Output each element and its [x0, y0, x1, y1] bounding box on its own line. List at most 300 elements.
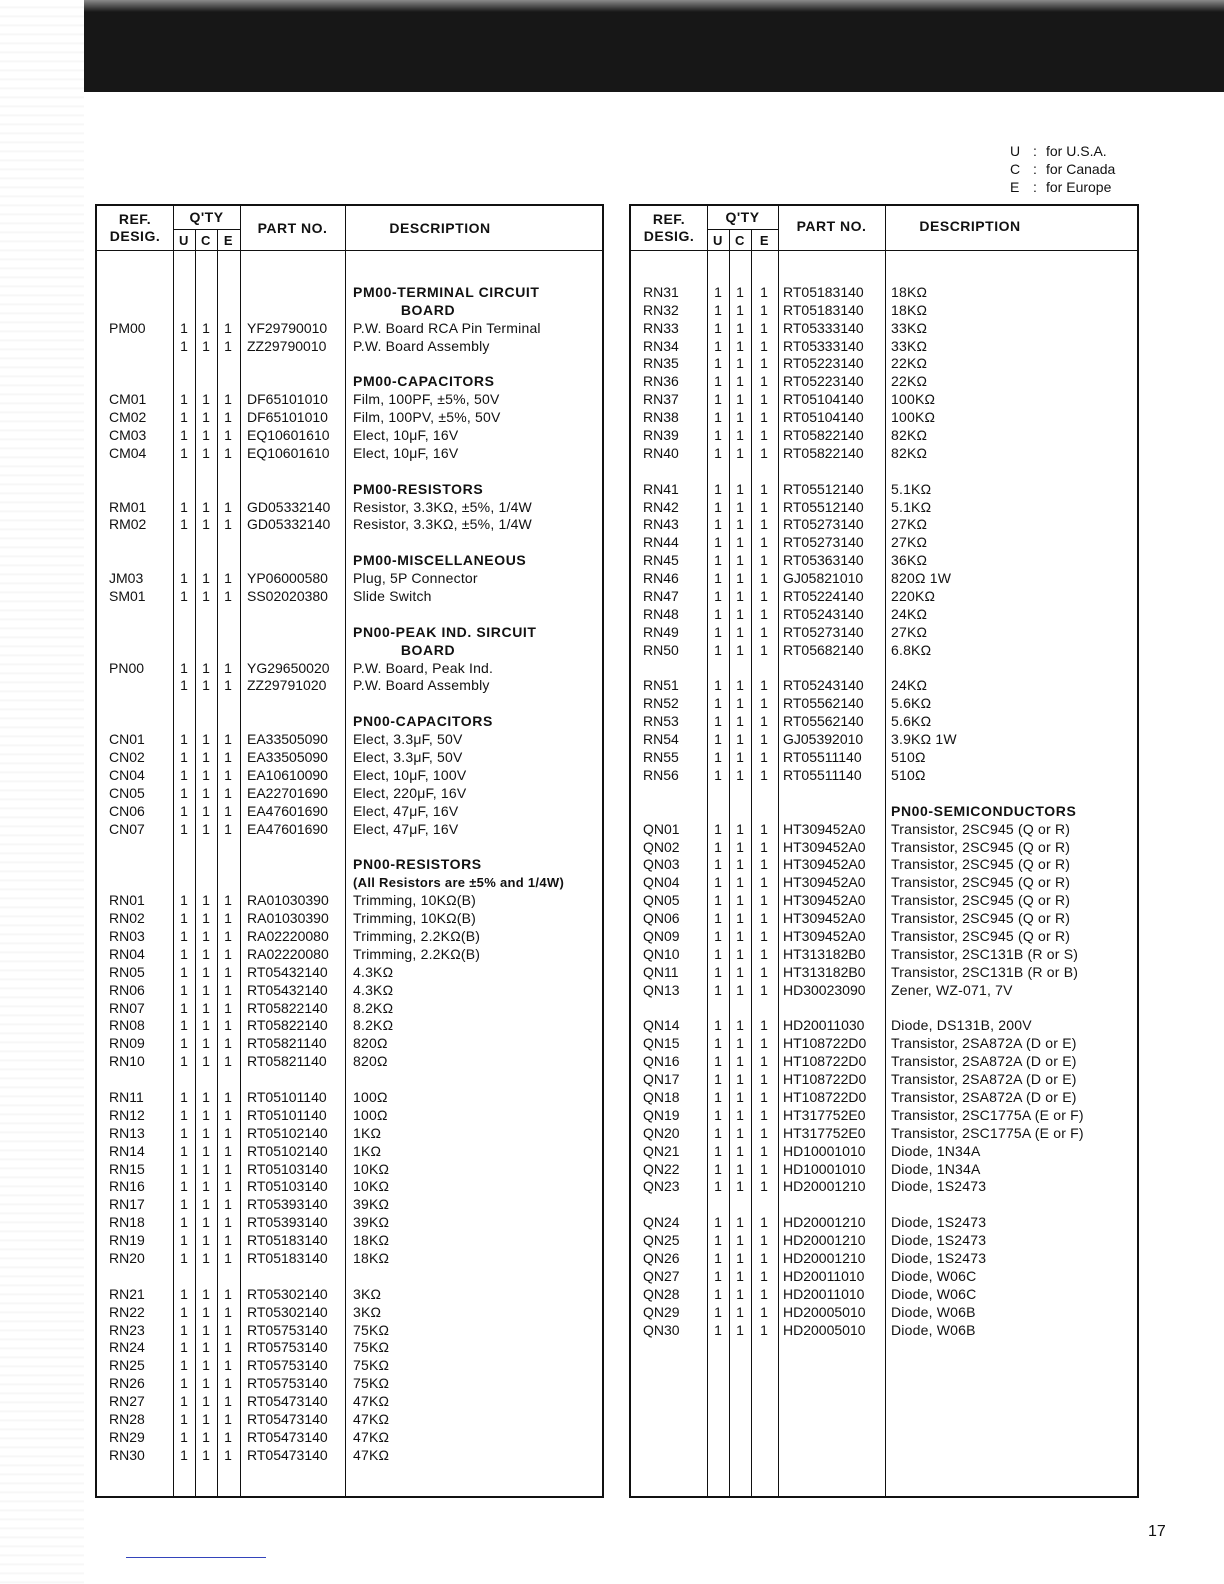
qty-e: 1	[760, 498, 768, 515]
table-row	[97, 1017, 602, 1035]
qty-u: 1	[714, 927, 722, 944]
table-row	[631, 910, 1137, 928]
qty-e: 1	[224, 1249, 232, 1266]
table-row	[631, 1232, 1137, 1250]
qty-u: 1	[714, 1178, 722, 1195]
qty-u: 1	[180, 766, 188, 783]
part-no: RT05273140	[783, 623, 864, 640]
description: 82KΩ	[891, 427, 928, 444]
qty-u: 1	[180, 1035, 188, 1052]
qty-e: 1	[760, 1178, 768, 1195]
qty-u: 1	[180, 391, 188, 408]
ref-desig: QN27	[643, 1267, 680, 1284]
ref-desig: PN00	[109, 659, 145, 676]
description: 3KΩ	[353, 1285, 382, 1302]
qty-c: 1	[202, 910, 210, 927]
table-row	[97, 1286, 602, 1304]
description: Transistor, 2SC945 (Q or R)	[891, 910, 1071, 927]
description: 18KΩ	[891, 301, 928, 318]
qty-u: 1	[180, 1411, 188, 1427]
description: P.W. Board Assembly	[353, 677, 490, 694]
part-no: RT05432140	[247, 981, 328, 998]
part-no: HT317752E0	[783, 1124, 866, 1141]
qty-c: 1	[736, 856, 744, 873]
qty-c: 1	[736, 391, 744, 408]
part-no: RT05363140	[783, 552, 864, 569]
description: 5.6KΩ	[891, 713, 932, 730]
section-heading-row	[97, 481, 602, 499]
legend-text: for U.S.A.	[1046, 143, 1107, 159]
qty-c: 1	[202, 820, 210, 837]
qty-c: 1	[202, 1035, 210, 1052]
table-row	[97, 749, 602, 767]
ref-desig: RN02	[109, 910, 145, 927]
qty-c: 1	[202, 1142, 210, 1159]
qty-c: 1	[202, 1411, 210, 1427]
section-heading: PN00-RESISTORS	[353, 856, 482, 873]
description: 47KΩ	[353, 1393, 390, 1410]
table-row	[97, 445, 602, 463]
part-no: RT05302140	[247, 1303, 328, 1320]
qty-u: 1	[180, 963, 188, 980]
table-row	[631, 1304, 1137, 1322]
ref-desig: QN14	[643, 1017, 680, 1034]
table-row	[97, 785, 602, 803]
table-row	[97, 803, 602, 821]
qty-e: 1	[760, 588, 768, 605]
qty-u: 1	[180, 1017, 188, 1034]
qty-c: 1	[736, 1232, 744, 1249]
qty-u: 1	[180, 516, 188, 533]
part-no: RT05243140	[783, 677, 864, 694]
section-heading: PN00-PEAK IND. SIRCUIT	[353, 623, 537, 640]
qty-e: 1	[760, 1249, 768, 1266]
part-no: RT05183140	[247, 1232, 328, 1249]
ref-desig: QN23	[643, 1178, 680, 1195]
ref-desig: QN25	[643, 1232, 680, 1249]
qty-u: 1	[714, 820, 722, 837]
description: Slide Switch	[353, 588, 432, 605]
section-heading-row	[97, 624, 602, 642]
table-row	[97, 677, 602, 695]
ref-desig: QN16	[643, 1053, 680, 1070]
blank-row	[97, 534, 602, 552]
qty-e: 1	[224, 820, 232, 837]
qty-c: 1	[736, 480, 744, 497]
qty-c: 1	[202, 498, 210, 515]
qty-u: 1	[180, 427, 188, 444]
ref-desig: RN42	[643, 498, 679, 515]
ref-desig: QN20	[643, 1124, 680, 1141]
description: 33KΩ	[891, 337, 928, 354]
qty-u: 1	[714, 963, 722, 980]
section-heading: PN00-CAPACITORS	[353, 713, 493, 730]
qty-c: 1	[736, 963, 744, 980]
qty-e: 1	[224, 588, 232, 605]
header-e: E	[759, 233, 770, 248]
description: P.W. Board RCA Pin Terminal	[353, 319, 541, 336]
ref-desig: RN36	[643, 373, 679, 390]
qty-u: 1	[714, 516, 722, 533]
part-no: RT05183140	[783, 283, 864, 300]
qty-c: 1	[736, 319, 744, 336]
qty-e: 1	[760, 910, 768, 927]
description: 10KΩ	[353, 1178, 390, 1195]
part-no: EA10610090	[247, 766, 328, 783]
qty-u: 1	[180, 731, 188, 748]
qty-u: 1	[180, 677, 188, 694]
ref-desig: RN38	[643, 409, 679, 426]
part-no: RA01030390	[247, 892, 329, 909]
qty-e: 1	[760, 1035, 768, 1052]
table-row	[97, 928, 602, 946]
description: Diode, 1S2473	[891, 1178, 987, 1195]
table-row	[97, 910, 602, 928]
qty-u: 1	[714, 945, 722, 962]
part-no: HD20011010	[783, 1267, 865, 1284]
part-no: RT05101140	[247, 1088, 327, 1105]
qty-c: 1	[736, 713, 744, 730]
blank-row	[631, 660, 1137, 678]
description: Transistor, 2SA872A (D or E)	[891, 1071, 1077, 1088]
table-row	[97, 1161, 602, 1179]
qty-u: 1	[714, 1035, 722, 1052]
qty-c: 1	[202, 1393, 210, 1410]
qty-e: 1	[224, 1339, 232, 1356]
qty-c: 1	[736, 1106, 744, 1123]
description: 27KΩ	[891, 534, 928, 551]
ref-desig: RN53	[643, 713, 679, 730]
part-no: RT05682140	[783, 641, 864, 658]
qty-e: 1	[224, 444, 232, 461]
description: Transistor, 2SC945 (Q or R)	[891, 856, 1071, 873]
part-no: HD20001210	[783, 1178, 866, 1195]
qty-c: 1	[736, 695, 744, 712]
qty-c: 1	[202, 784, 210, 801]
qty-u: 1	[180, 1178, 188, 1195]
qty-u: 1	[180, 910, 188, 927]
ref-desig: RN14	[109, 1142, 145, 1159]
table-row	[97, 1429, 602, 1447]
part-no: HD20005010	[783, 1303, 866, 1320]
table-row	[97, 964, 602, 982]
qty-e: 1	[224, 1160, 232, 1177]
qty-u: 1	[714, 588, 722, 605]
part-no: HT108722D0	[783, 1053, 867, 1070]
part-no: HT313182B0	[783, 963, 866, 980]
description: 6.8KΩ	[891, 641, 932, 658]
table-row	[631, 874, 1137, 892]
qty-u: 1	[714, 1321, 722, 1338]
table-row	[97, 1322, 602, 1340]
section-heading-row	[97, 874, 602, 892]
table-row	[631, 713, 1137, 731]
qty-e: 1	[760, 1071, 768, 1088]
header-qty: Q'TY	[725, 209, 760, 225]
qty-e: 1	[760, 1160, 768, 1177]
header-band	[84, 0, 1224, 92]
qty-e: 1	[224, 337, 232, 354]
description: 24KΩ	[891, 605, 928, 622]
qty-u: 1	[714, 731, 722, 748]
qty-c: 1	[202, 1178, 210, 1195]
qty-u: 1	[180, 1232, 188, 1249]
description: Transistor, 2SA872A (D or E)	[891, 1053, 1077, 1070]
parts-table-right	[629, 204, 1139, 1498]
blank-row	[631, 1196, 1137, 1214]
ref-desig: QN29	[643, 1303, 680, 1320]
qty-e: 1	[760, 1053, 768, 1070]
table-row	[97, 982, 602, 1000]
description: Trimming, 10KΩ(B)	[353, 910, 477, 927]
ref-desig: RN19	[109, 1232, 145, 1249]
qty-c: 1	[736, 409, 744, 426]
header-description: DESCRIPTION	[919, 218, 1021, 234]
qty-u: 1	[714, 1071, 722, 1088]
qty-u: 1	[714, 910, 722, 927]
part-no: RA02220080	[247, 927, 329, 944]
qty-e: 1	[224, 802, 232, 819]
qty-c: 1	[202, 1214, 210, 1231]
description: 5.1KΩ	[891, 498, 932, 515]
table-row	[631, 731, 1137, 749]
qty-c: 1	[736, 1267, 744, 1284]
part-no: RT05432140	[247, 963, 328, 980]
description: 18KΩ	[891, 283, 928, 300]
description: 510Ω	[891, 749, 926, 766]
part-no: HD30023090	[783, 981, 866, 998]
section-heading-row	[97, 284, 602, 302]
qty-e: 1	[760, 1088, 768, 1105]
qty-c: 1	[736, 1285, 744, 1302]
qty-e: 1	[760, 480, 768, 497]
qty-e: 1	[224, 784, 232, 801]
part-no: HT309452A0	[783, 927, 866, 944]
description: Plug, 5P Connector	[353, 570, 478, 587]
ref-desig: QN11	[643, 963, 679, 980]
scan-edge	[0, 0, 84, 1584]
description: P.W. Board, Peak Ind.	[353, 659, 494, 676]
part-no: HT313182B0	[783, 945, 866, 962]
table-row	[631, 284, 1137, 302]
part-no: RT05562140	[783, 695, 864, 712]
section-heading-row	[97, 856, 602, 874]
table-row	[631, 1268, 1137, 1286]
description: Elect, 10μF, 100V	[353, 766, 467, 783]
qty-c: 1	[736, 337, 744, 354]
qty-c: 1	[736, 444, 744, 461]
description: 3.9KΩ 1W	[891, 731, 957, 748]
ref-desig: CN01	[109, 731, 145, 748]
description: Film, 100PF, ±5%, 50V	[353, 391, 500, 408]
part-no: RT05822140	[247, 999, 328, 1016]
qty-u: 1	[180, 1428, 188, 1445]
qty-c: 1	[202, 802, 210, 819]
table-row	[97, 1250, 602, 1268]
table-row	[97, 1232, 602, 1250]
qty-e: 1	[224, 677, 232, 694]
header-ref: REF. DESIG.	[109, 211, 161, 244]
ref-desig: CN04	[109, 766, 145, 783]
qty-e: 1	[760, 1214, 768, 1231]
table-row	[631, 499, 1137, 517]
description: Transistor, 2SC131B (R or S)	[891, 945, 1079, 962]
table-row	[631, 1017, 1137, 1035]
part-no: RT05753140	[247, 1321, 328, 1338]
qty-u: 1	[714, 480, 722, 497]
qty-u: 1	[180, 945, 188, 962]
qty-u: 1	[714, 641, 722, 658]
ref-desig: QN04	[643, 874, 680, 891]
part-no: RT05473140	[247, 1411, 328, 1427]
qty-c: 1	[736, 874, 744, 891]
ref-desig: RN46	[643, 570, 679, 587]
description: 75KΩ	[353, 1357, 390, 1374]
part-no: RT05512140	[783, 498, 864, 515]
ref-desig: RN13	[109, 1124, 145, 1141]
ref-desig: RN05	[109, 963, 145, 980]
description: Elect, 3.3μF, 50V	[353, 749, 463, 766]
part-no: YF29790010	[247, 319, 328, 336]
section-heading: BOARD	[400, 301, 456, 318]
qty-e: 1	[760, 820, 768, 837]
table-row	[97, 499, 602, 517]
qty-c: 1	[736, 749, 744, 766]
table-row	[631, 606, 1137, 624]
part-no: EA22701690	[247, 784, 328, 801]
qty-e: 1	[224, 319, 232, 336]
part-no: EA47601690	[247, 820, 328, 837]
ref-desig: RN12	[109, 1106, 145, 1123]
qty-c: 1	[202, 516, 210, 533]
qty-u: 1	[180, 659, 188, 676]
page-number: 17	[1148, 1523, 1166, 1540]
qty-c: 1	[736, 1124, 744, 1141]
part-no: RT05102140	[247, 1142, 328, 1159]
ref-desig: RN54	[643, 731, 679, 748]
ref-desig: RN21	[109, 1285, 145, 1302]
part-no: RT05753140	[247, 1375, 328, 1392]
qty-e: 1	[224, 1446, 232, 1463]
description: 24KΩ	[891, 677, 928, 694]
ref-desig: RN51	[643, 677, 679, 694]
qty-u: 1	[180, 319, 188, 336]
part-no: HT309452A0	[783, 856, 866, 873]
qty-c: 1	[736, 1142, 744, 1159]
part-no: RT05224140	[783, 588, 864, 605]
qty-e: 1	[224, 1124, 232, 1141]
part-no: RT05473140	[247, 1446, 328, 1463]
table-row	[631, 642, 1137, 660]
ref-desig: RN28	[109, 1411, 145, 1427]
part-no: RA02220080	[247, 945, 329, 962]
section-heading: PM00-CAPACITORS	[353, 373, 495, 390]
qty-e: 1	[760, 713, 768, 730]
qty-u: 1	[714, 498, 722, 515]
qty-u: 1	[714, 695, 722, 712]
header-c: C	[201, 233, 211, 248]
blank-row	[631, 463, 1137, 481]
qty-u: 1	[180, 802, 188, 819]
header-qty: Q'TY	[189, 209, 224, 225]
qty-c: 1	[202, 409, 210, 426]
part-no: HT309452A0	[783, 910, 866, 927]
qty-u: 1	[714, 1232, 722, 1249]
table-row	[631, 677, 1137, 695]
description: 47KΩ	[353, 1446, 390, 1463]
part-no: HT309452A0	[783, 892, 866, 909]
ref-desig: RN47	[643, 588, 679, 605]
qty-u: 1	[714, 1303, 722, 1320]
section-heading: BOARD	[400, 641, 456, 658]
region-legend	[1010, 142, 1115, 196]
qty-c: 1	[736, 516, 744, 533]
ref-desig: RN29	[109, 1428, 145, 1445]
qty-c: 1	[202, 749, 210, 766]
left-rows	[97, 266, 602, 1465]
qty-c: 1	[202, 1124, 210, 1141]
qty-u: 1	[180, 409, 188, 426]
qty-c: 1	[736, 1017, 744, 1034]
description: Transistor, 2SC945 (Q or R)	[891, 874, 1071, 891]
table-row	[97, 1000, 602, 1018]
part-no: HD20001210	[783, 1232, 866, 1249]
ref-desig: QN22	[643, 1160, 680, 1177]
qty-u: 1	[714, 1214, 722, 1231]
ref-desig: QN09	[643, 927, 680, 944]
ref-desig: RN16	[109, 1178, 145, 1195]
section-heading: PM00-RESISTORS	[353, 480, 484, 497]
part-no: RT05512140	[783, 480, 864, 497]
table-row	[631, 964, 1137, 982]
qty-c: 1	[202, 444, 210, 461]
ref-desig: QN26	[643, 1249, 680, 1266]
description: Transistor, 2SA872A (D or E)	[891, 1035, 1077, 1052]
part-no: EA33505090	[247, 749, 328, 766]
qty-c: 1	[736, 677, 744, 694]
description: 4.3KΩ	[353, 963, 394, 980]
qty-c: 1	[202, 1375, 210, 1392]
qty-u: 1	[714, 838, 722, 855]
qty-e: 1	[760, 373, 768, 390]
table-row	[631, 1071, 1137, 1089]
description: 100KΩ	[891, 391, 936, 408]
blank-row	[631, 266, 1137, 284]
qty-c: 1	[736, 731, 744, 748]
ref-desig: RN20	[109, 1249, 145, 1266]
qty-c: 1	[736, 283, 744, 300]
part-no: EQ10601610	[247, 427, 330, 444]
qty-u: 1	[714, 1017, 722, 1034]
qty-u: 1	[180, 1196, 188, 1213]
description: Diode, 1S2473	[891, 1214, 987, 1231]
qty-e: 1	[760, 856, 768, 873]
header-u: U	[713, 233, 723, 248]
qty-c: 1	[202, 766, 210, 783]
ref-desig: RN48	[643, 605, 679, 622]
description: Elect, 10μF, 16V	[353, 444, 459, 461]
qty-e: 1	[224, 1375, 232, 1392]
qty-u: 1	[180, 1285, 188, 1302]
qty-u: 1	[180, 927, 188, 944]
qty-u: 1	[180, 444, 188, 461]
description: 100KΩ	[891, 409, 936, 426]
qty-u: 1	[714, 319, 722, 336]
qty-c: 1	[202, 999, 210, 1016]
qty-e: 1	[224, 570, 232, 587]
header-band-fade	[84, 0, 1224, 12]
description: Trimming, 10KΩ(B)	[353, 892, 477, 909]
